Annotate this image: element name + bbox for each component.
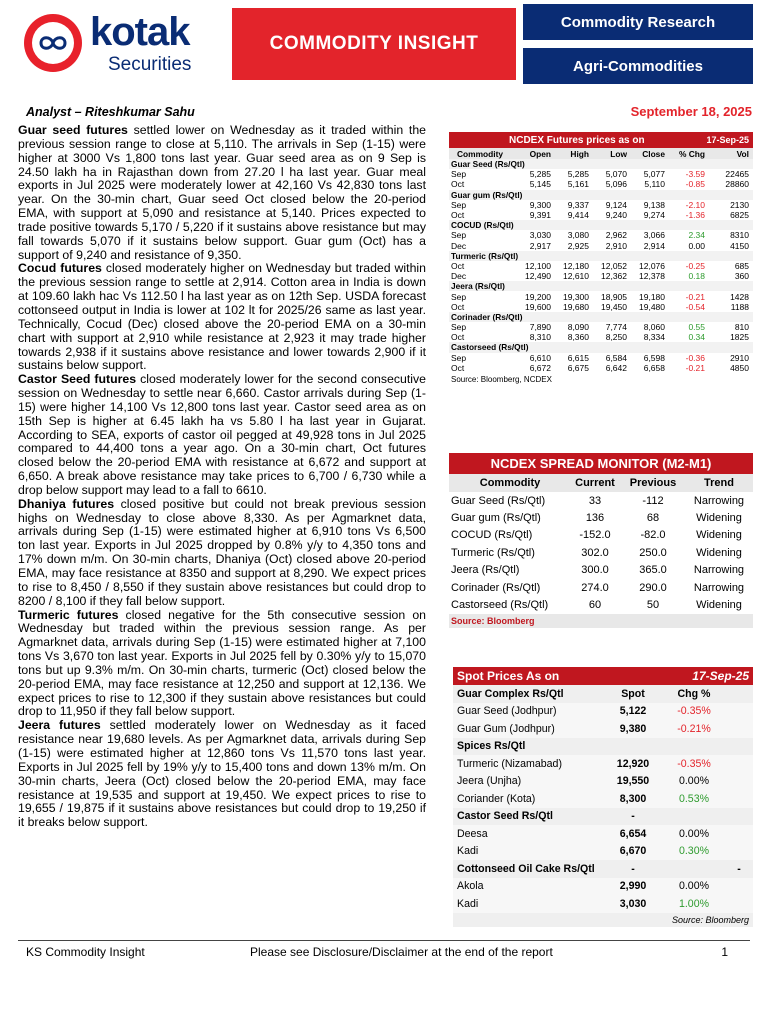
table-cell: Sep <box>451 322 467 333</box>
spread-table-title: NCDEX SPREAD MONITOR (M2-M1) <box>449 453 753 474</box>
futures-source: Source: Bloomberg, NCDEX <box>451 374 552 384</box>
footer-disclaimer: Please see Disclosure/Disclaimer at the end of the report <box>250 945 553 959</box>
table-cell: Jeera (Rs/Qtl) <box>451 564 520 577</box>
table-cell: Corinader (Rs/Qtl) <box>451 581 541 594</box>
table-cell: 8,090 <box>567 322 589 333</box>
table-cell: 0.18 <box>688 271 705 282</box>
table-cell: Guar gum (Rs/Qtl) <box>451 512 541 525</box>
table-cell: 1825 <box>730 332 749 343</box>
table-cell: -0.21 <box>685 291 705 302</box>
table-cell: Castorseed (Rs/Qtl) <box>451 599 549 612</box>
futures-table-title: NCDEX Futures prices as on 17-Sep-25 <box>449 132 753 148</box>
column-header: Close <box>642 148 665 159</box>
table-row <box>453 895 753 913</box>
table-row <box>453 790 753 808</box>
table-cell: 0.00% <box>678 880 710 893</box>
table-cell: Coriander (Kota) <box>457 792 536 805</box>
table-cell: 5,161 <box>567 179 589 190</box>
paragraph-lead: Turmeric futures <box>18 607 119 622</box>
table-cell: 9,337 <box>567 199 589 210</box>
table-cell: 8,060 <box>643 322 665 333</box>
table-cell: Oct <box>451 210 465 221</box>
column-header: Spot <box>621 687 645 700</box>
spot-table-title: Spot Prices As on 17-Sep-25 <box>453 667 753 685</box>
table-row <box>449 169 753 179</box>
article-paragraph <box>18 498 426 609</box>
table-cell: 8,300 <box>619 792 647 805</box>
table-cell: 19,200 <box>525 291 551 302</box>
table-cell: 6,670 <box>619 845 647 858</box>
column-header: Chg % <box>677 687 711 700</box>
table-row <box>449 210 753 220</box>
table-cell: 12,052 <box>601 260 627 271</box>
paragraph-text: settled moderately lower on Wednesday as it faced resistance near 19,680 levels. As per Agmarknet data, arrivals during Sep (1-15) were estimated higher at 12,860 tons Vs 11,570 tons last year. Exports in Jul 2025 fell by 19% y/y to 15,400 tons and down 13% m/m. On 30-min charts, Jeera (Oct) closed below the 20-period EMA, may face resistance at 19,535 and support at 19,450. We expect prices to rise to 19,655 / 19,875 if it sustains above resistances but could drop to 19,250 if it breaks below support. <box>18 718 427 830</box>
table-cell: Dec <box>451 271 467 282</box>
table-cell: 8,334 <box>643 332 665 343</box>
section-row <box>453 808 753 826</box>
table-cell: 8,310 <box>529 332 551 343</box>
column-header: Current <box>575 477 615 489</box>
table-cell: 60 <box>588 599 602 612</box>
table-cell: Oct <box>451 301 465 312</box>
table-cell: Sep <box>451 230 467 241</box>
spot-prices-table <box>453 667 753 927</box>
table-row <box>449 200 753 210</box>
table-cell: Oct <box>451 179 465 190</box>
table-cell: 6,584 <box>605 352 627 363</box>
table-cell: Guar Seed (Rs/Qtl) <box>451 494 546 507</box>
table-row <box>449 332 753 342</box>
table-cell: 9,414 <box>567 210 589 221</box>
table-cell: 12,490 <box>525 271 551 282</box>
table-cell: 0.00 <box>688 240 705 251</box>
article-paragraph <box>18 124 426 262</box>
table-cell: Sep <box>451 199 467 210</box>
table-cell: 1.00% <box>678 897 710 910</box>
table-row <box>453 773 753 791</box>
table-cell: Kadi <box>457 897 479 910</box>
table-cell: 12,378 <box>639 271 665 282</box>
table-cell: -0.35% <box>677 705 711 718</box>
table-cell: 19,550 <box>616 775 650 788</box>
table-cell: 2.34 <box>688 230 705 241</box>
table-cell: 50 <box>646 599 660 612</box>
table-cell: 300.0 <box>581 564 609 577</box>
table-cell: 2910 <box>730 352 749 363</box>
table-cell: 5,285 <box>529 169 551 180</box>
table-row <box>449 363 753 373</box>
table-cell: 19,450 <box>601 301 627 312</box>
table-cell: 810 <box>734 322 749 333</box>
table-row <box>449 562 753 579</box>
table-cell: 33 <box>588 494 602 507</box>
table-cell: -0.21% <box>677 722 711 735</box>
table-cell: 2,925 <box>567 240 589 251</box>
table-row <box>449 544 753 561</box>
analyst-name: Analyst – Riteshkumar Sahu <box>26 105 195 119</box>
table-cell: 4850 <box>730 362 749 373</box>
table-cell: 365.0 <box>639 564 667 577</box>
table-row <box>453 825 753 843</box>
table-cell: Oct <box>451 260 465 271</box>
table-cell: -82.0 <box>640 529 666 542</box>
spread-table-header <box>449 474 753 492</box>
table-cell: 5,077 <box>643 169 665 180</box>
kotak-logo <box>18 6 228 84</box>
paragraph-lead: Guar seed futures <box>18 123 128 137</box>
table-row <box>453 843 753 861</box>
paragraph-text: settled lower on Wednesday as it traded within the previous session range to close at 5,110. The arrivals in Sep (1-15) were higher at 3000 Vs 1,800 tons last year. Guar seed area as on 9 Sep is 24.50 lakh ha in Rajasthan down from 27.20 l ha last year. Guar meal exports in Jul 2025 were moderately lower at 42,160 Vs 42,830 tons last year. On the 30-min chart, Guar seed Oct closed below the 20-period EMA, with support at 5,090 and resistance at 5,140. Prices expected to trade positive towards 5,170 / 5,220 if it sustains above resistance but may fall towards 5,070 if it sustains below support. Guar gum (Oct) has a support of 9,240 and resistance of 9,350. <box>18 123 426 262</box>
table-cell: 9,138 <box>643 199 665 210</box>
table-cell: 5,145 <box>529 179 551 190</box>
paragraph-text: closed moderately higher on Wednesday but traded within the previous session range to settle at 2,914. Cotton area in India is down at 109.60 lakh hac Vs 112.50 l ha last year as on 12th Sep. USDA forecast cottonseed output in India is lower at 102 lt for 2025/26 same as last year. Technically, Cocud (Dec) closed above the 20-period EMA on a 30-min chart with support at 2,910 while resistance at 2,923 it may trade higher towards 2,938 if it sustains above resistance and lower towards 2,900 if it sustains below support. <box>18 261 426 373</box>
table-cell: - <box>737 862 741 875</box>
section-row <box>453 860 753 878</box>
table-cell: 0.00% <box>678 775 710 788</box>
table-cell: 9,274 <box>643 210 665 221</box>
table-cell: Kadi <box>457 845 479 858</box>
column-header: Vol <box>736 148 749 159</box>
table-row <box>449 322 753 332</box>
table-cell: Narrowing <box>693 581 745 594</box>
table-row <box>449 596 753 613</box>
article-paragraph <box>18 719 426 830</box>
table-row <box>453 720 753 738</box>
table-cell: -2.10 <box>685 199 705 210</box>
spot-table-header <box>453 685 753 703</box>
table-cell: Guar Gum (Jodhpur) <box>457 722 555 735</box>
table-cell: 6,672 <box>529 362 551 373</box>
column-header: % Chg <box>678 148 705 159</box>
article-paragraph <box>18 609 426 720</box>
table-cell: 12,920 <box>616 757 650 770</box>
table-cell: Turmeric (Nizamabad) <box>457 757 562 770</box>
paragraph-text: closed positive but could not break previous session highs on Wednesday to close above 8,330. As per Agmarknet data, arrivals during Sep (1-15) were estimated higher at 6,910 tons Vs 6,500 ton last year. Exports in Jul 2025 dropped by 0.8% y/y to 4,350 tons and 17% down m/m. On 30-min charts, Dhaniya (Oct) closed above 20-period EMA, may face resistance at 8350 and support at 8,290. We expect prices to rise to 8,450 / 8,550 if they sustain above resistances but could drop to 8200 / 8,100 if they fall below support. <box>18 496 426 608</box>
table-row <box>449 579 753 596</box>
table-cell: 5,122 <box>619 705 647 718</box>
table-cell: 6,610 <box>529 352 551 363</box>
table-cell: Oct <box>451 332 465 343</box>
table-cell: 9,124 <box>605 199 627 210</box>
table-row <box>449 509 753 526</box>
table-cell: 1188 <box>730 301 749 312</box>
footer-divider <box>18 940 750 941</box>
table-row <box>449 230 753 240</box>
table-cell: -0.54 <box>685 301 705 312</box>
table-cell: Castor Seed Rs/Qtl <box>457 810 553 823</box>
article-paragraph <box>18 373 426 498</box>
table-cell: 274.0 <box>581 581 609 594</box>
table-cell: 19,180 <box>639 291 665 302</box>
table-cell: -0.36 <box>685 352 705 363</box>
table-row <box>453 878 753 896</box>
table-cell: 8310 <box>730 230 749 241</box>
table-cell: 12,362 <box>601 271 627 282</box>
table-cell: Widening <box>696 529 742 542</box>
table-cell: 12,076 <box>639 260 665 271</box>
table-cell: 4150 <box>730 240 749 251</box>
table-cell: 5,096 <box>605 179 627 190</box>
commodity-group-label: Castorseed (Rs/Qtl) <box>449 342 753 352</box>
logo-subtext: Securities <box>108 54 192 75</box>
table-cell: 0.00% <box>678 827 710 840</box>
table-cell: 6,615 <box>567 352 589 363</box>
commodity-group-label: Guar gum (Rs/Qtl) <box>449 190 753 200</box>
table-cell: 2,910 <box>605 240 627 251</box>
commodity-group-label: Jeera (Rs/Qtl) <box>449 281 753 291</box>
column-header: Open <box>529 148 551 159</box>
commentary-column <box>18 124 426 934</box>
table-cell: -0.21 <box>685 362 705 373</box>
table-cell: COCUD (Rs/Qtl) <box>451 529 533 542</box>
table-cell: Akola <box>457 880 484 893</box>
table-cell: 12,100 <box>525 260 551 271</box>
table-cell: 68 <box>646 512 660 525</box>
research-tag: Commodity Research <box>523 4 753 40</box>
table-cell: 360 <box>734 271 749 282</box>
table-cell: -0.85 <box>685 179 705 190</box>
paragraph-lead: Castor Seed futures <box>18 372 137 387</box>
table-cell: Jeera (Unjha) <box>457 775 522 788</box>
spot-date: 17-Sep-25 <box>692 669 749 683</box>
table-cell: 1428 <box>730 291 749 302</box>
paragraph-text: closed negative for the 5th consecutive session on Wednesday but traded within the previous session range. As per Agmarknet data, arrivals during Sep (1-15) were estimated higher at 7,100 tons Vs 3,670 ton last year. Exports in Jul 2025 fell by 0.30% y/y to 15,070 tons but up 9.3% m/m. On 30-min charts, turmeric (Oct) closed below the 20-period EMA, may face resistance at 12,250 and support at 12,136. We expect prices to rise to 12,300 if they sustain above resistances but could drop to 11,950 if they fall below support. <box>18 607 426 719</box>
table-cell: Cottonseed Oil Cake Rs/Qtl <box>457 862 595 875</box>
table-cell: 2,914 <box>643 240 665 251</box>
table-cell: Widening <box>696 512 742 525</box>
table-row <box>453 703 753 721</box>
table-row <box>449 527 753 544</box>
article-paragraph <box>18 262 426 373</box>
column-header: Guar Complex Rs/Qtl <box>457 687 564 700</box>
table-row <box>449 179 753 189</box>
table-cell: 3,066 <box>643 230 665 241</box>
table-cell: Narrowing <box>693 494 745 507</box>
report-date: September 18, 2025 <box>630 104 752 119</box>
table-cell: 6,658 <box>643 362 665 373</box>
table-cell: 5,110 <box>644 179 665 190</box>
table-cell: Spices Rs/Qtl <box>457 740 526 753</box>
paragraph-lead: Jeera futures <box>18 718 101 733</box>
table-cell: Guar Seed (Jodhpur) <box>457 705 557 718</box>
futures-date: 17-Sep-25 <box>706 135 749 145</box>
futures-table <box>449 132 753 384</box>
table-cell: Sep <box>451 352 467 363</box>
footer-title: KS Commodity Insight <box>26 945 145 959</box>
table-cell: Deesa <box>457 827 488 840</box>
table-cell: 2,917 <box>529 240 551 251</box>
table-cell: 7,774 <box>605 322 627 333</box>
table-cell: 250.0 <box>639 546 667 559</box>
table-cell: - <box>631 862 635 875</box>
table-row <box>453 755 753 773</box>
column-header: High <box>570 148 589 159</box>
table-cell: 19,600 <box>525 301 551 312</box>
column-header: Previous <box>629 477 677 489</box>
table-cell: 8,360 <box>567 332 589 343</box>
table-cell: 290.0 <box>639 581 667 594</box>
table-cell: 0.34 <box>688 332 705 343</box>
table-cell: - <box>631 810 635 823</box>
table-cell: 2,962 <box>605 230 627 241</box>
table-cell: 12,610 <box>563 271 589 282</box>
column-header: Commodity <box>479 477 541 489</box>
paragraph-lead: Dhaniya futures <box>18 496 115 511</box>
page-number: 1 <box>721 945 728 959</box>
table-cell: 19,300 <box>563 291 589 302</box>
table-cell: Sep <box>451 291 467 302</box>
table-cell: 22465 <box>725 169 749 180</box>
table-cell: 3,080 <box>567 230 589 241</box>
table-cell: 7,890 <box>529 322 551 333</box>
table-cell: 9,240 <box>605 210 627 221</box>
commodity-group-label: COCUD (Rs/Qtl) <box>449 220 753 230</box>
table-cell: 2,990 <box>619 880 647 893</box>
table-cell: -1.36 <box>685 210 705 221</box>
table-cell: Narrowing <box>693 564 745 577</box>
table-cell: -152.0 <box>579 529 611 542</box>
table-row <box>449 261 753 271</box>
table-cell: 3,030 <box>619 897 647 910</box>
table-cell: 9,380 <box>619 722 647 735</box>
commodity-group-label: Corinader (Rs/Qtl) <box>449 312 753 322</box>
table-cell: 9,391 <box>529 210 551 221</box>
table-cell: 19,680 <box>563 301 589 312</box>
table-cell: Widening <box>696 599 742 612</box>
table-row <box>449 353 753 363</box>
table-cell: 12,180 <box>563 260 589 271</box>
segment-tag: Agri-Commodities <box>523 48 753 84</box>
spread-source: Source: Bloomberg <box>449 614 753 628</box>
table-cell: 19,480 <box>639 301 665 312</box>
commodity-group-label: Turmeric (Rs/Qtl) <box>449 251 753 261</box>
column-header: Commodity <box>457 148 504 159</box>
table-cell: -0.25 <box>685 260 705 271</box>
table-cell: 6825 <box>730 210 749 221</box>
table-cell: Sep <box>451 169 467 180</box>
section-row <box>453 738 753 756</box>
table-cell: Oct <box>451 362 465 373</box>
table-cell: Widening <box>696 546 742 559</box>
paragraph-text: closed moderately lower for the second consecutive session on Wednesday to settle near 6,660. Castor arrivals during Sep (1-15) were higher 14,100 Vs 12,800 tons last year. Castor seed area as on 15th Sep is higher at 6.45 lakh ha vs 5.80 l ha last year in Gujarat. According to SEA, exports of castor oil pegged at 49,928 tons in Jul 2025 compared to 44,400 tons a year ago. On a 30-min chart, Oct futures closed below the 20-period EMA with resistance at 6,672 and support at 6,650. A break above resistance may take prices to 6,700 / 6,730 while a drop below support may lead to a fall to 6610. <box>18 372 426 497</box>
table-row <box>449 291 753 301</box>
table-row <box>449 271 753 281</box>
table-row <box>449 241 753 251</box>
table-cell: 6,642 <box>605 362 627 373</box>
table-row <box>449 492 753 509</box>
column-header: Low <box>610 148 627 159</box>
table-cell: 0.55 <box>688 322 705 333</box>
table-cell: Dec <box>451 240 467 251</box>
table-cell: -112 <box>642 494 664 507</box>
table-cell: -0.35% <box>677 757 711 770</box>
futures-table-header <box>449 148 753 159</box>
table-cell: 6,654 <box>619 827 647 840</box>
column-header: Trend <box>704 477 734 489</box>
infinity-mark-icon <box>39 34 67 52</box>
table-cell: 6,675 <box>567 362 589 373</box>
table-cell: 18,905 <box>601 291 627 302</box>
table-cell: 2130 <box>730 199 749 210</box>
table-cell: 0.30% <box>678 845 710 858</box>
table-cell: -3.59 <box>685 169 705 180</box>
table-cell: 136 <box>585 512 605 525</box>
spread-monitor-table <box>449 453 753 628</box>
commodity-group-label: Guar Seed (Rs/Qtl) <box>449 159 753 169</box>
table-cell: 0.53% <box>678 792 710 805</box>
table-cell: 6,598 <box>643 352 665 363</box>
table-row <box>449 302 753 312</box>
logo-text: kotak <box>90 10 190 54</box>
table-cell: 3,030 <box>529 230 551 241</box>
table-cell: 8,250 <box>605 332 627 343</box>
table-cell: 28860 <box>725 179 749 190</box>
table-cell: 685 <box>734 260 749 271</box>
table-cell: 5,285 <box>567 169 589 180</box>
report-banner: COMMODITY INSIGHT <box>232 8 516 80</box>
table-cell: Turmeric (Rs/Qtl) <box>451 546 535 559</box>
spot-source: Source: Bloomberg <box>453 913 753 927</box>
table-cell: 9,300 <box>529 199 551 210</box>
paragraph-lead: Cocud futures <box>18 261 102 276</box>
table-cell: 5,070 <box>605 169 627 180</box>
table-cell: 302.0 <box>581 546 609 559</box>
